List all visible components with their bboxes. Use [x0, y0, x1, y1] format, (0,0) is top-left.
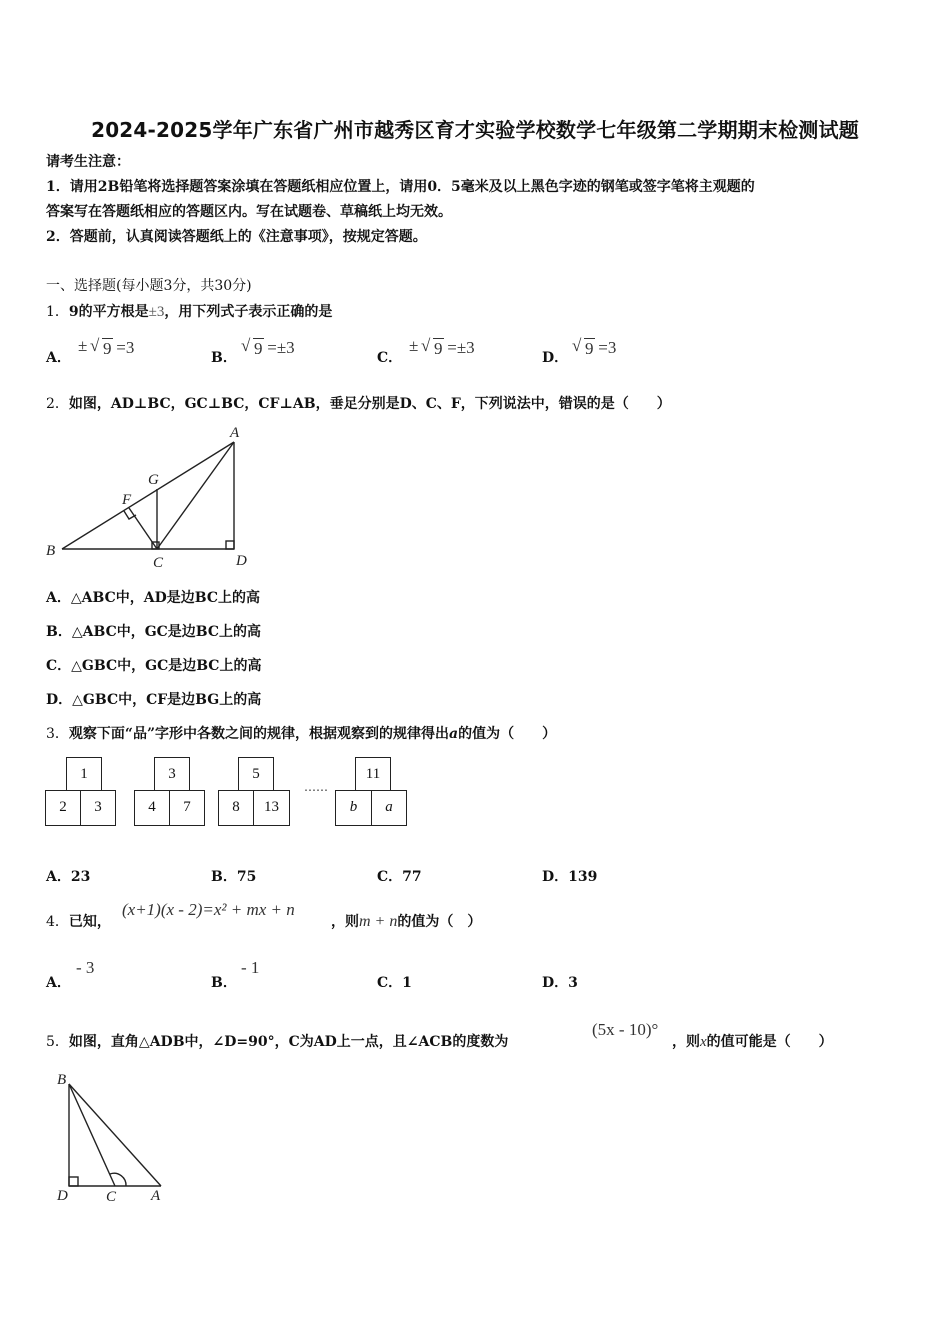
- q3-stem-text-b: 的值为（ ）: [458, 726, 557, 742]
- q3-group4-right: a: [371, 790, 407, 826]
- notice-line-1b: 答案写在答题纸相应的答题区内。写在试题卷、草稿纸上均无效。: [46, 204, 452, 220]
- q1-option-d-radicand: 9: [585, 339, 594, 358]
- q2-label-a: A: [230, 425, 240, 441]
- q5-label-c: C: [106, 1189, 117, 1205]
- q3-option-a-label: A．: [46, 869, 71, 885]
- q2-option-a-label: A．: [46, 590, 71, 606]
- q5-stem-text-c: 的值可能是（ ）: [706, 1034, 833, 1050]
- q2-option-b-text: △ABC中，GC是边BC上的高: [71, 624, 262, 640]
- radical-icon: √: [421, 336, 431, 355]
- q1-option-b-label: B．: [211, 350, 237, 366]
- q2-number: 2．: [46, 396, 69, 412]
- q4-equation: (x+1)(x - 2)=x² + mx + n: [122, 900, 295, 919]
- q1-stem-math: ±3: [148, 304, 165, 320]
- q3-stem: [46, 724, 556, 744]
- q1-option-a-pm: ±: [78, 336, 88, 355]
- q4-option-c-label: C．: [377, 975, 403, 991]
- q2-option-d[interactable]: [46, 690, 261, 710]
- q4-stem-text-b: ，则: [331, 914, 359, 930]
- q3-group3-right: 13: [253, 790, 290, 826]
- q3-option-d-text: 139: [568, 869, 598, 885]
- q1-option-b-radicand: 9: [254, 339, 263, 358]
- q1-option-a-label: A．: [46, 350, 71, 366]
- q3-group3-top: 5: [238, 757, 274, 791]
- q2-option-b-label: B．: [46, 624, 72, 640]
- q4-stem-text-c: 的值为（ ）: [397, 914, 482, 930]
- q1-options: [46, 336, 926, 370]
- page-title: 2024-2025学年广东省广州市越秀区育才实验学校数学七年级第二学期期末检测试题: [91, 118, 859, 142]
- q5-stem-start: [46, 1032, 508, 1052]
- q3-group2-top: 3: [154, 757, 190, 791]
- q3-option-c-text: 77: [402, 869, 422, 885]
- q3-option-a[interactable]: [46, 867, 90, 887]
- notice-heading: 请考生注意：: [46, 154, 130, 170]
- q3-group4-left: b: [335, 790, 372, 826]
- q2-label-c: C: [153, 555, 164, 571]
- q1-option-d-rhs: =3: [594, 338, 617, 357]
- q1-option-c-rhs: =±3: [443, 338, 475, 357]
- q5-label-d: D: [57, 1188, 68, 1204]
- q3-stem-text-a: 观察下面“品”字形中各数之间的规律，根据观察到的规律得出: [68, 726, 450, 742]
- q4-option-b-label: B．: [211, 975, 237, 991]
- q3-option-d-label: D．: [542, 869, 569, 885]
- q1-option-a-radicand: 9: [103, 339, 112, 358]
- notice-line-1: 1．请用2B铅笔将选择题答案涂填在答题纸相应位置上，请用0．5毫米及以上黑色字迹的钢笔或签字笔将主观题的: [46, 179, 755, 195]
- q3-group1-left: 2: [45, 790, 81, 826]
- q2-option-a-text: △ABC中，AD是边BC上的高: [70, 590, 260, 606]
- q4-stem-text-a: 已知，: [68, 914, 111, 930]
- q1-option-c-pm: ±: [409, 336, 419, 355]
- q2-option-a[interactable]: [46, 588, 260, 608]
- q5-number: 5．: [46, 1034, 69, 1050]
- q3-group2-left: 4: [134, 790, 170, 826]
- q3-group4-top: 11: [355, 757, 391, 791]
- q5-line-bc: [69, 1084, 115, 1186]
- q5-stem-var: x: [700, 1034, 707, 1050]
- q2-line-ba: [62, 442, 234, 549]
- q4-option-a-label: A．: [46, 975, 71, 991]
- q2-label-b: B: [46, 543, 56, 559]
- q2-option-b[interactable]: [46, 622, 261, 642]
- q3-option-b-text: 75: [236, 869, 257, 885]
- q1-number: 1．: [46, 304, 69, 320]
- radical-icon: √: [572, 336, 582, 355]
- q1-option-c-radicand: 9: [434, 339, 443, 358]
- q2-option-c[interactable]: [46, 656, 261, 676]
- q2-label-f: F: [122, 492, 132, 508]
- radical-icon: √: [90, 336, 100, 355]
- q4-stem-start: [46, 912, 111, 932]
- q3-option-b[interactable]: [211, 867, 256, 887]
- notice-line-2: 2．答题前，认真阅读答题纸上的《注意事项》，按规定答题。: [46, 229, 427, 245]
- q4-option-d-label: D．: [542, 975, 569, 991]
- q2-option-c-text: △GBC中，GC是边BC上的高: [71, 658, 262, 674]
- q3-group2-right: 7: [169, 790, 205, 826]
- q3-stem-var: a: [449, 726, 459, 742]
- q2-stem-text: 如图，AD⊥BC，GC⊥BC，CF⊥AB，垂足分别是D、C、F，下列说法中，错误的是（ ）: [68, 396, 671, 412]
- q3-ellipsis: ……: [304, 780, 328, 794]
- q3-group3-left: 8: [218, 790, 254, 826]
- q2-option-d-label: D．: [46, 692, 73, 708]
- q2-line-ac: [157, 442, 234, 549]
- q4-option-a-text: - 3: [76, 958, 95, 977]
- q4-stem-end: [331, 912, 481, 932]
- q3-option-c[interactable]: [377, 867, 422, 887]
- q3-number: 3．: [46, 726, 69, 742]
- q3-option-a-text: 23: [70, 869, 91, 885]
- q5-angle-expression: (5x - 10)°: [592, 1020, 659, 1039]
- q4-option-c[interactable]: [377, 973, 412, 993]
- q2-line-fc: [129, 508, 157, 549]
- q4-number: 4．: [46, 914, 69, 930]
- q5-label-a: A: [151, 1188, 161, 1204]
- q1-stem-text-a: 9的平方根是: [68, 304, 149, 320]
- q3-option-c-label: C．: [377, 869, 403, 885]
- q4-option-c-text: 1: [402, 975, 412, 991]
- q1-option-c-label: C．: [377, 350, 403, 366]
- q2-figure: [40, 420, 270, 575]
- q1-stem: [46, 302, 332, 322]
- q1-option-b-rhs: =±3: [263, 338, 295, 357]
- q3-group1-top: 1: [66, 757, 102, 791]
- q4-option-d[interactable]: [542, 973, 578, 993]
- q1-option-d-label: D．: [542, 350, 569, 366]
- q3-option-b-label: B．: [211, 869, 237, 885]
- q3-option-d[interactable]: [542, 867, 597, 887]
- q2-label-g: G: [148, 472, 159, 488]
- q2-label-d: D: [236, 553, 247, 569]
- q2-option-c-label: C．: [46, 658, 72, 674]
- radical-icon: √: [241, 336, 251, 355]
- q5-stem-end: [672, 1032, 833, 1052]
- q5-right-angle-d: [69, 1177, 78, 1186]
- q1-option-a-rhs: =3: [112, 338, 135, 357]
- section-heading: 一、选择题(每小题3分，共30分): [46, 278, 252, 294]
- q4-stem-math2: m + n: [359, 913, 398, 930]
- q2-option-d-text: △GBC中，CF是边BG上的高: [72, 692, 262, 708]
- q4-option-d-text: 3: [568, 975, 578, 991]
- q2-stem: [46, 394, 671, 414]
- q4-option-b-text: - 1: [241, 958, 260, 977]
- q2-right-angle-d: [226, 541, 234, 549]
- q1-stem-text-b: ，用下列式子表示正确的是: [164, 304, 333, 320]
- q3-group1-right: 3: [80, 790, 116, 826]
- q5-label-b: B: [57, 1072, 67, 1088]
- q5-line-ba: [69, 1084, 161, 1186]
- q5-figure: [48, 1068, 178, 1208]
- q5-stem-text-b: ，则: [672, 1034, 700, 1050]
- q5-stem-text-a: 如图，直角△ADB中，∠D=90°，C为AD上一点，且∠ACB的度数为: [68, 1034, 509, 1050]
